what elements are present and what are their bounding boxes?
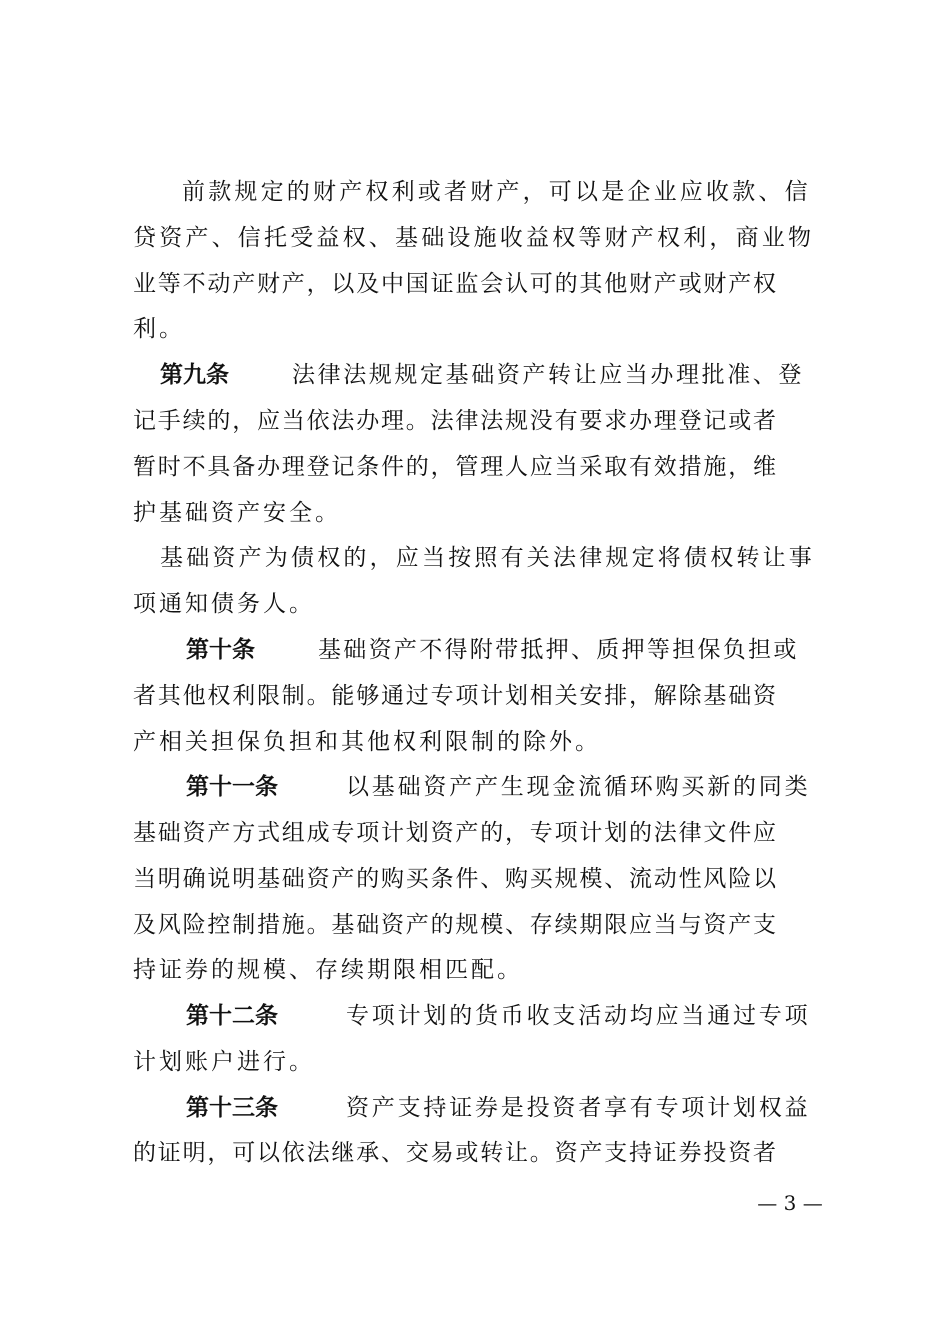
paragraph-text: 以基础资产产生现金流循环购买新的同类 bbox=[346, 774, 811, 800]
paragraph-text: 产相关担保负担和其他权利限制的除外。 bbox=[133, 729, 601, 755]
text-line bbox=[0, 676, 950, 716]
text-line bbox=[0, 950, 950, 990]
text-line bbox=[0, 813, 950, 853]
paragraph-text: 基础资产为债权的，应当按照有关法律规定将债权转让事 bbox=[160, 545, 815, 571]
text-line bbox=[0, 722, 950, 762]
paragraph-text: 利。 bbox=[133, 316, 185, 342]
article-heading: 第九条 bbox=[160, 362, 229, 388]
text-line bbox=[0, 218, 950, 258]
text-line bbox=[0, 172, 950, 212]
text-line bbox=[0, 1133, 950, 1173]
text-line bbox=[0, 1042, 950, 1082]
text-line bbox=[0, 493, 950, 533]
paragraph-text: 项通知债务人。 bbox=[133, 591, 315, 617]
paragraph-text: 资产支持证券是投资者享有专项计划权益 bbox=[346, 1095, 811, 1121]
paragraph-text: 当明确说明基础资产的购买条件、购买规模、流动性风险以 bbox=[133, 866, 778, 892]
text-line bbox=[0, 767, 950, 807]
page-number: — 3 — bbox=[757, 1191, 823, 1215]
article-heading: 第十一条 bbox=[186, 774, 278, 800]
paragraph-text: 计划账户进行。 bbox=[133, 1049, 315, 1075]
text-line bbox=[0, 905, 950, 945]
text-line bbox=[0, 309, 950, 349]
paragraph-text: 基础资产不得附带抵押、质押等担保负担或 bbox=[318, 637, 799, 663]
text-line bbox=[0, 538, 950, 578]
paragraph-text: 前款规定的财产权利或者财产，可以是企业应收款、信 bbox=[182, 179, 811, 205]
article-heading: 第十条 bbox=[186, 637, 255, 663]
text-line bbox=[0, 859, 950, 899]
paragraph-text: 者其他权利限制。能够通过专项计划相关安排，解除基础资 bbox=[133, 683, 778, 709]
paragraph-text: 的证明，可以依法继承、交易或转让。资产支持证券投资者 bbox=[133, 1140, 778, 1166]
article-heading: 第十二条 bbox=[186, 1003, 278, 1029]
text-line bbox=[0, 1088, 950, 1128]
text-line bbox=[0, 630, 950, 670]
article-heading: 第十三条 bbox=[186, 1095, 278, 1121]
paragraph-text: 及风险控制措施。基础资产的规模、存续期限应当与资产支 bbox=[133, 912, 778, 938]
text-line bbox=[0, 447, 950, 487]
text-line bbox=[0, 401, 950, 441]
paragraph-text: 法律法规规定基础资产转让应当办理批准、登 bbox=[292, 362, 804, 388]
paragraph-text: 贷资产、信托受益权、基础设施收益权等财产权利，商业物 bbox=[133, 225, 815, 251]
paragraph-text: 基础资产方式组成专项计划资产的，专项计划的法律文件应 bbox=[133, 820, 778, 846]
paragraph-text: 护基础资产安全。 bbox=[133, 500, 341, 526]
text-line bbox=[0, 996, 950, 1036]
paragraph-text: 业等不动产财产，以及中国证监会认可的其他财产或财产权 bbox=[133, 271, 778, 297]
text-line bbox=[0, 264, 950, 304]
paragraph-text: 暂时不具备办理登记条件的，管理人应当采取有效措施，维 bbox=[133, 454, 778, 480]
text-line bbox=[0, 584, 950, 624]
paragraph-text: 持证券的规模、存续期限相匹配。 bbox=[133, 957, 523, 983]
paragraph-text: 记手续的，应当依法办理。法律法规没有要求办理登记或者 bbox=[133, 408, 778, 434]
text-line bbox=[0, 355, 950, 395]
paragraph-text: 专项计划的货币收支活动均应当通过专项 bbox=[346, 1003, 811, 1029]
